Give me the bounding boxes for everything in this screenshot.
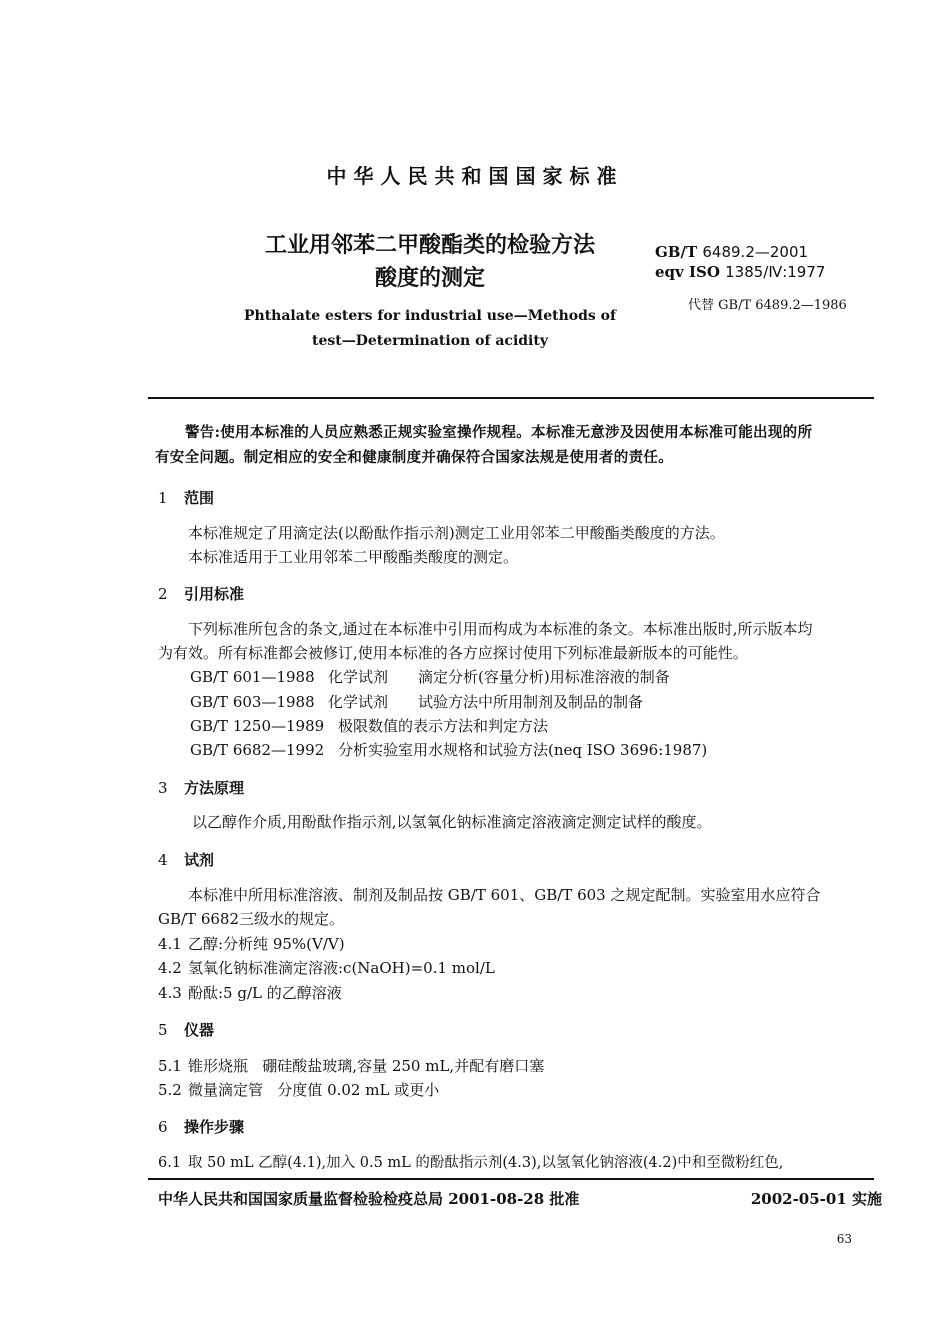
item-text: 微量滴定管 分度值 0.02 mL 或更小 — [188, 1081, 440, 1099]
title-en-line1: Phthalate esters for industrial use—Methods of — [244, 308, 616, 324]
list-item — [158, 982, 342, 1003]
footer-divider — [148, 1178, 874, 1180]
item-text: 锥形烧瓶 硼硅酸盐玻璃,容量 250 mL,并配有磨口塞 — [188, 1057, 545, 1075]
item-number: 4.3 — [158, 984, 182, 1002]
section-2-paragraph-line1: 下列标准所包含的条文,通过在本标准中引用而构成为本标准的条文。本标准出版时,所示版本均 — [188, 620, 813, 638]
section-title: 试剂 — [184, 851, 215, 869]
reference-code: GB/T 603—1988 — [190, 693, 315, 711]
section-number: 4 — [158, 851, 168, 869]
page-number: 63 — [836, 1232, 852, 1246]
item-number: 5.1 — [158, 1057, 182, 1075]
item-text: 酚酞:5 g/L 的乙醇溶液 — [188, 984, 342, 1002]
title-cn-line2: 酸度的测定 — [374, 265, 485, 291]
section-number: 6 — [158, 1118, 168, 1136]
section-title: 范围 — [184, 489, 215, 507]
section-4-paragraph-line2: GB/T 6682三级水的规定。 — [158, 910, 345, 928]
reference-code: GB/T 1250—1989 — [190, 717, 325, 735]
implementation-date: 2002-05-01 实施 — [750, 1190, 882, 1208]
item-number: 4.2 — [158, 959, 182, 977]
equivalent-standard — [655, 263, 825, 281]
title-cn-line1: 工业用邻苯二甲酸酯类的检验方法 — [264, 232, 595, 258]
reference-item — [190, 691, 643, 712]
item-text: 氢氧化钠标准滴定溶液:c(NaOH)=0.1 mol/L — [188, 959, 495, 977]
section-3-paragraph: 以乙醇作介质,用酚酞作指示剂,以氢氧化钠标准滴定溶液滴定测定试样的酸度。 — [192, 813, 712, 831]
section-title: 引用标准 — [184, 585, 245, 603]
reference-category: 化学试剂 — [328, 668, 389, 686]
approval-statement: 中华人民共和国国家质量监督检验检疫总局 2001-08-28 批准 — [158, 1190, 580, 1208]
reference-code: GB/T 6682—1992 — [190, 741, 325, 759]
section-2-heading — [158, 583, 244, 604]
reference-description: 分析实验室用水规格和试验方法(neq ISO 3696:1987) — [338, 741, 708, 759]
section-6-heading — [158, 1116, 244, 1137]
item-number: 6.1 — [158, 1155, 182, 1171]
section-2-paragraph-line2: 为有效。所有标准都会被修订,使用本标准的各方应探讨使用下列标准最新版本的可能性。 — [158, 644, 748, 662]
equivalent-code: 1385/Ⅳ:1977 — [725, 263, 826, 281]
item-text: 取 50 mL 乙醇(4.1),加入 0.5 mL 的酚酞指示剂(4.3),以氢氧化钠溶液(4.2)中和至微粉红色, — [188, 1155, 784, 1171]
item-number: 4.1 — [158, 935, 182, 953]
national-standard-heading: 中华人民共和国国家标准 — [326, 164, 624, 188]
standard-code: 6489.2—2001 — [702, 243, 809, 261]
warning-line1: 警告:使用本标准的人员应熟悉正规实验室操作规程。本标准无意涉及因使用本标准可能出现的所 — [185, 424, 813, 441]
item-text: 乙醇:分析纯 95%(V/V) — [188, 935, 345, 953]
section-number: 3 — [158, 779, 168, 797]
warning-line2: 有安全问题。制定相应的安全和健康制度并确保符合国家法规是使用者的责任。 — [155, 449, 673, 466]
section-title: 仪器 — [184, 1021, 215, 1039]
section-5-heading — [158, 1019, 214, 1040]
section-4-paragraph-line1: 本标准中所用标准溶液、制剂及制品按 GB/T 601、GB/T 603 之规定配制。实验室用水应符合 — [188, 886, 821, 904]
list-item — [158, 1151, 783, 1172]
list-item — [158, 1079, 439, 1100]
replaces-standard: 代替 GB/T 6489.2—1986 — [688, 298, 847, 313]
reference-description: 极限数值的表示方法和判定方法 — [338, 717, 549, 735]
standard-prefix: GB/T — [655, 243, 698, 261]
reference-description: 试验方法中所用制剂及制品的制备 — [418, 693, 644, 711]
section-1-paragraph-2: 本标准适用于工业用邻苯二甲酸酯类酸度的测定。 — [188, 548, 519, 566]
equivalent-prefix: eqv ISO — [655, 263, 720, 281]
section-title: 操作步骤 — [184, 1118, 245, 1136]
reference-category: 化学试剂 — [328, 693, 389, 711]
list-item — [158, 1055, 544, 1076]
list-item — [158, 957, 495, 978]
item-number: 5.2 — [158, 1081, 182, 1099]
section-4-heading — [158, 849, 214, 870]
section-title: 方法原理 — [184, 779, 245, 797]
section-3-heading — [158, 777, 244, 798]
list-item — [158, 933, 345, 954]
reference-code: GB/T 601—1988 — [190, 668, 315, 686]
standard-number — [655, 243, 808, 261]
reference-description: 滴定分析(容量分析)用标准溶液的制备 — [418, 668, 670, 686]
reference-item — [190, 715, 548, 736]
section-1-paragraph-1: 本标准规定了用滴定法(以酚酞作指示剂)测定工业用邻苯二甲酸酯类酸度的方法。 — [188, 524, 725, 542]
section-number: 5 — [158, 1021, 168, 1039]
reference-item — [190, 739, 707, 760]
section-1-heading — [158, 487, 214, 508]
title-en-line2: test—Determination of acidity — [312, 333, 548, 349]
section-number: 1 — [158, 489, 168, 507]
reference-item — [190, 666, 670, 687]
section-number: 2 — [158, 585, 168, 603]
header-divider — [148, 397, 874, 399]
